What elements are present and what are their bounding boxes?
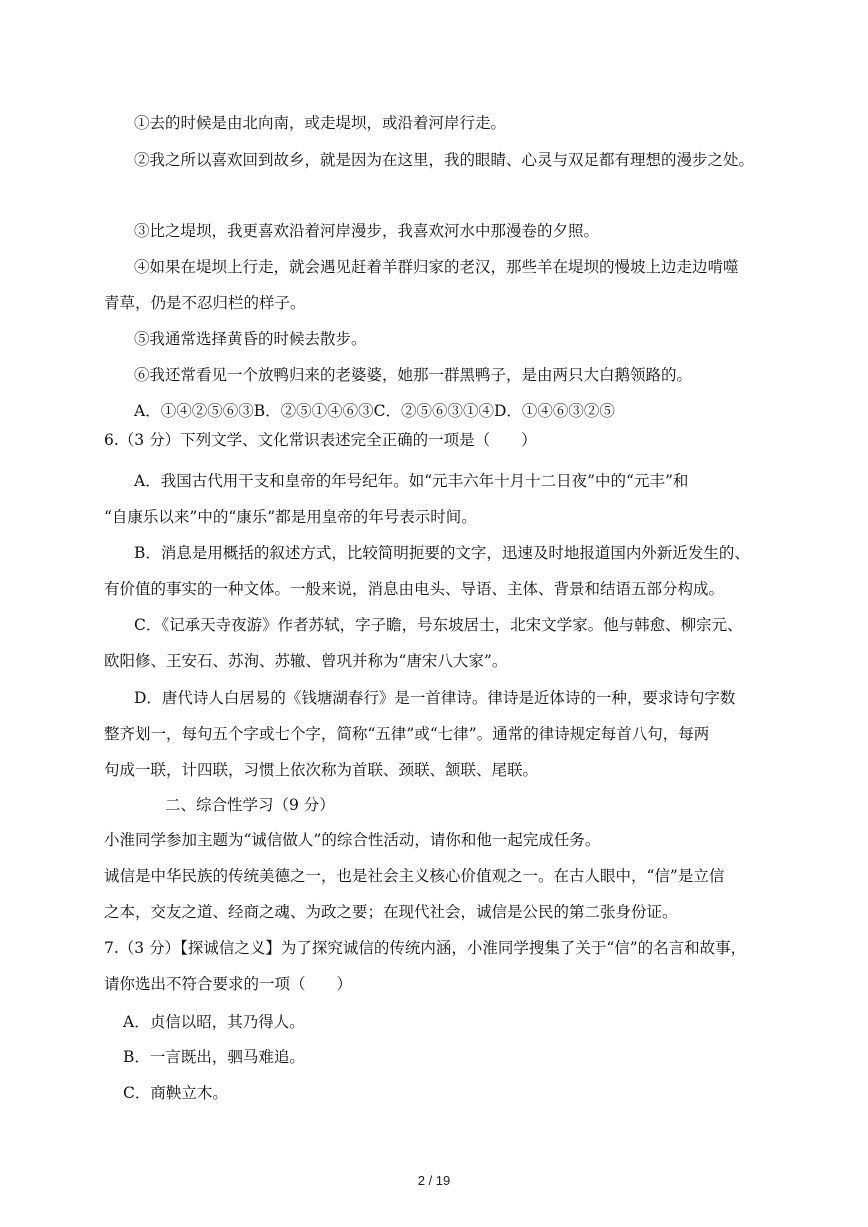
q6-option-d-cont-2: 句成一联，计四联，习惯上依次称为首联、颈联、颔联、尾联。: [104, 761, 539, 779]
section-intro-2: 诚信是中华民族的传统美德之一，也是社会主义核心价值观之一。在古人眼中，“信”是立信: [104, 867, 725, 885]
page-number: 2 / 19: [417, 1173, 451, 1188]
passage-sentence-4-cont: 青草，仍是不忍归栏的样子。: [104, 294, 306, 312]
q7-option-b: B．一言既出，驷马难追。: [123, 1048, 305, 1066]
passage-sentence-5: ⑤我通常选择黄昏的时候去散步。: [134, 330, 367, 348]
section-intro-1: 小淮同学参加主题为“诚信做人”的综合性活动，请你和他一起完成任务。: [104, 831, 601, 849]
q6-stem: 6.（3 分）下列文学、文化常识表述完全正确的一项是（ ）: [104, 431, 537, 449]
section-intro-3: 之本，交友之道、经商之魂、为政之要；在现代社会，诚信是公民的第二张身份证。: [104, 903, 678, 921]
passage-sentence-3: ③比之堤坝，我更喜欢沿着河岸漫步，我喜欢河水中那漫卷的夕照。: [134, 222, 600, 240]
q6-option-a: A．我国古代用干支和皇帝的年号纪年。如“元丰六年十月十二日夜”中的“元丰”和: [134, 472, 689, 490]
q7-option-a: A．贞信以昭，其乃得人。: [123, 1013, 305, 1031]
passage-sentence-1: ①去的时候是由北向南，或走堤坝，或沿着河岸行走。: [134, 114, 507, 132]
passage-sentence-2: ②我之所以喜欢回到故乡，就是因为在这里，我的眼睛、心灵与双足都有理想的漫步之处。: [134, 151, 755, 169]
q5-options: A．①④②⑤⑥③B．②⑤①④⑥③C．②⑤⑥③①④D．①④⑥③②⑤: [134, 402, 615, 420]
passage-sentence-6: ⑥我还常看见一个放鸭归来的老婆婆，她那一群黑鸭子，是由两只大白鹅领路的。: [134, 366, 693, 384]
q7-stem: 7.（3 分）【探诚信之义】为了探究诚信的传统内涵，小淮同学搜集了关于“信”的名言和故事，: [104, 939, 747, 957]
q7-stem-cont: 请你选出不符合要求的一项（ ）: [104, 975, 353, 993]
section-heading: 二、综合性学习（9 分）: [165, 796, 335, 814]
q6-option-c: C．《记承天寺夜游》作者苏轼，字子瞻，号东坡居士，北宋文学家。他与韩愈、柳宗元、: [134, 616, 743, 634]
passage-sentence-4: ④如果在堤坝上行走，就会遇见赶着羊群归家的老汉，那些羊在堤坝的慢坡上边走边啃噬: [134, 258, 739, 276]
q6-option-c-cont: 欧阳修、王安石、苏洵、苏辙、曾巩并称为“唐宋八大家”。: [104, 652, 508, 670]
q6-option-b-cont: 有价值的事实的一种文体。一般来说，消息由电头、导语、主体、背景和结语五部分构成。: [104, 580, 725, 598]
q6-option-d: D．唐代诗人白居易的《钱塘湖春行》是一首律诗。律诗是近体诗的一种，要求诗句字数: [134, 689, 736, 707]
q7-option-c: C．商鞅立木。: [123, 1084, 228, 1102]
q6-option-d-cont-1: 整齐划一，每句五个字或七个字，简称“五律”或“七律”。通常的律诗规定每首八句，每两: [104, 725, 710, 743]
q6-option-a-cont: “自康乐以来”中的“康乐”都是用皇帝的年号表示时间。: [104, 508, 477, 526]
q6-option-b: B．消息是用概括的叙述方式，比较简明扼要的文字，迅速及时地报道国内外新近发生的、: [134, 544, 750, 562]
